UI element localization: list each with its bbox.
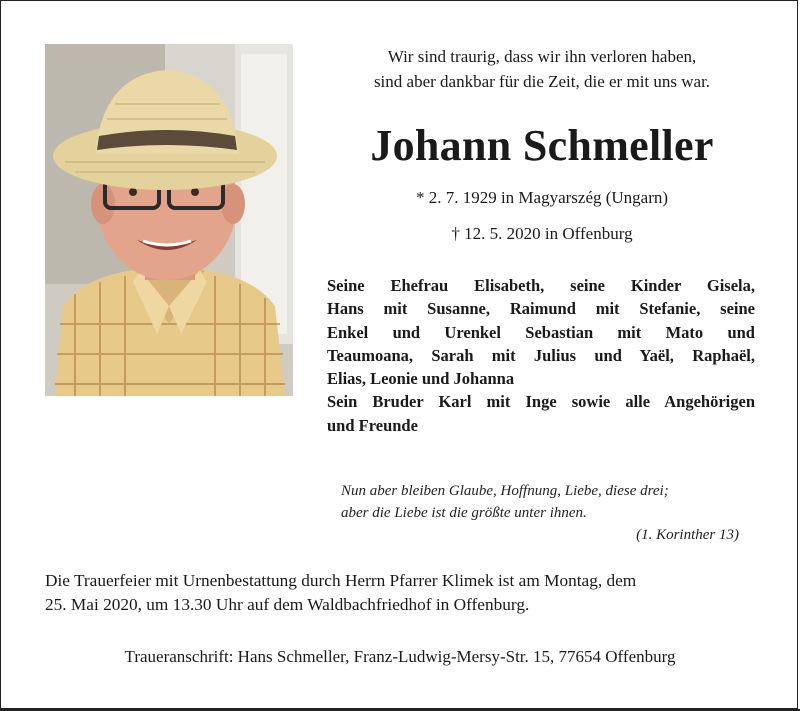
verse-reference: (1. Korinther 13) (636, 527, 739, 543)
family-line: Seine Ehefrau Elisabeth, seine Kinder Gisela, (327, 276, 755, 295)
ceremony-line-1: Die Trauerfeier mit Urnenbestattung durch Herrn Pfarrer Klimek ist am Montag, dem (45, 571, 637, 590)
intro-line-1: Wir sind traurig, dass wir ihn verloren haben, (387, 47, 697, 66)
family-line: Teaumoana, Sarah mit Julius und Yaël, Raphaël, (327, 345, 755, 365)
family-line: und Freunde (327, 415, 418, 435)
family-line: Hans mit Susanne, Raimund mit Stefanie, seine (327, 299, 755, 319)
verse-line-1: Nun aber bleiben Glaube, Hoffnung, Liebe, diese drei; (341, 483, 669, 499)
portrait-photo (45, 44, 293, 396)
family-mourners (327, 274, 755, 437)
bible-verse (341, 480, 739, 546)
family-line: Enkel und Urenkel Sebastian mit Mato und (327, 322, 755, 342)
intro-text (305, 44, 779, 94)
ceremony-line-2: 25. Mai 2020, um 13.30 Uhr auf dem Waldbachfriedhof in Offenburg. (45, 595, 530, 614)
family-line: Sein Bruder Karl mit Inge sowie alle Angehörigen (327, 392, 755, 412)
family-line: Elias, Leonie und Johanna (327, 369, 515, 389)
verse-line-2: aber die Liebe ist die größte unter ihnen. (341, 505, 587, 521)
deceased-name: Johann Schmeller (370, 121, 714, 170)
death-info: † 12. 5. 2020 in Offenburg (451, 224, 633, 243)
mourning-address: Traueranschrift: Hans Schmeller, Franz-Ludwig-Mersy-Str. 15, 77654 Offenburg (124, 647, 676, 666)
birth-info: * 2. 7. 1929 in Magyarszég (Ungarn) (415, 188, 669, 207)
funeral-ceremony-info (45, 569, 755, 617)
intro-line-2: sind aber dankbar für die Zeit, die er mit uns war. (373, 72, 711, 91)
